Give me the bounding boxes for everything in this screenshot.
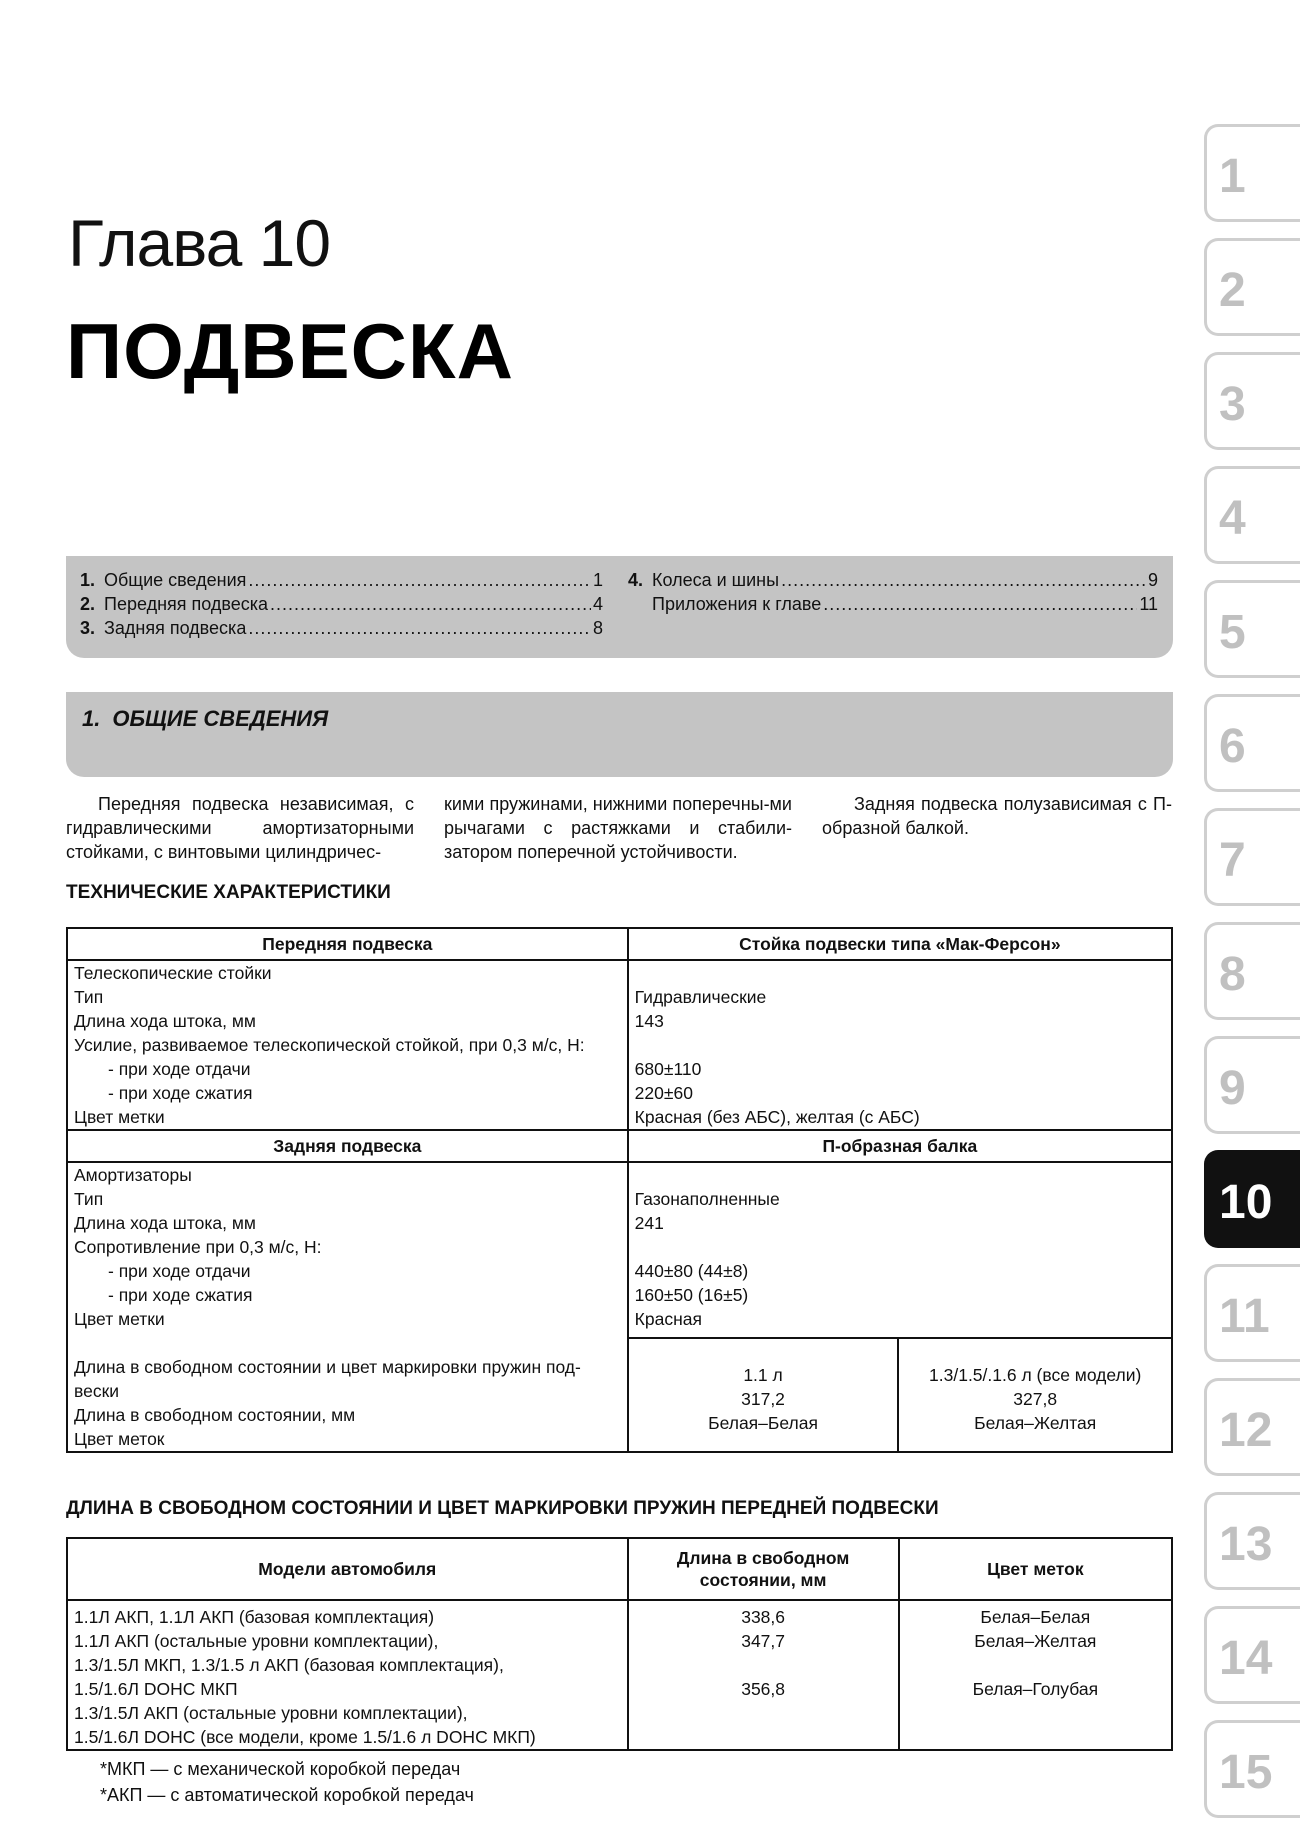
section-number: 1. (82, 706, 101, 731)
chapter-tab-4[interactable]: 4 (1204, 466, 1300, 564)
section-heading (66, 692, 1173, 777)
table-row (67, 1130, 1172, 1162)
chapter-tab-1[interactable]: 1 (1204, 124, 1300, 222)
table-row (67, 1538, 1172, 1600)
chapter-tab-15[interactable]: 15 (1204, 1720, 1300, 1818)
table-row (67, 960, 1172, 1130)
footnote-akp: *АКП — с автоматической коробкой передач (100, 1785, 474, 1805)
chapter-tab-14[interactable]: 14 (1204, 1606, 1300, 1704)
lengths-cell: 338,6 347,7 356,8 (628, 1600, 899, 1750)
table-row (67, 1162, 1172, 1338)
leader-dots (248, 618, 591, 639)
beam-type-header: П-образная балка (628, 1130, 1172, 1162)
leader-dots (823, 594, 1137, 615)
chapter-tab-6[interactable]: 6 (1204, 694, 1300, 792)
length-column-header: Длина в свободном состоянии, мм (628, 1538, 899, 1600)
chapter-title: ПОДВЕСКА (66, 307, 514, 395)
front-suspension-header: Передняя подвеска (67, 928, 628, 960)
chapter-label: Глава 10 (68, 206, 331, 280)
models-column-header: Модели автомобиля (67, 1538, 628, 1600)
chapter-tab-8[interactable]: 8 (1204, 922, 1300, 1020)
contents-item[interactable]: Приложения к главе ..... 11 (628, 594, 1158, 618)
contents-item[interactable]: 2. Передняя подвеска ..... 4 (80, 594, 603, 618)
contents-column-left (80, 570, 603, 642)
models-cell: 1.1Л АКП, 1.1Л АКП (базовая комплектация) 1.1Л АКП (остальные уровни комплектации), 1.3/1.5Л МКП, 1.3/1.5 л АКП (базовая комплектация), 1.5/1.6Л DOHC МКП 1.3/1.5Л АКП (остальные уровни комплектации), 1.5/1.6Л DOHC (все модели, кроме 1.5/1.6 л DOHC МКП) (67, 1600, 628, 1750)
leader-dots (270, 594, 591, 615)
table-row (67, 928, 1172, 960)
intro-text-column-3: Задняя подвеска полузависимая с П-образной балкой. (822, 794, 1172, 838)
chapter-tab-11[interactable]: 11 (1204, 1264, 1300, 1362)
color-column-header: Цвет меток (899, 1538, 1172, 1600)
chapter-tab-13[interactable]: 13 (1204, 1492, 1300, 1590)
rear-labels-cell: Амортизаторы Тип Длина хода штока, мм Сопротивление при 0,3 м/с, Н: - при ходе отдачи - при ходе сжатия Цвет метки Длина в свободном состоянии и цвет маркировки пружин под- вески Длина в свободном состоянии, мм Цвет меток (67, 1162, 628, 1452)
leader-dots (248, 570, 591, 591)
rear-values-cell: Газонаполненные 241 440±80 (44±8) 160±50 (16±5) Красная (628, 1162, 1172, 1338)
contents-item[interactable]: 3. Задняя подвеска ..... 8 (80, 618, 603, 642)
section-title: ОБЩИЕ СВЕДЕНИЯ (112, 706, 329, 731)
rear-spring-all-models-cell: 1.3/1.5/.1.6 л (все модели) 327,8 Белая–Желтая (898, 1338, 1172, 1452)
leader-dots (781, 570, 1146, 591)
chapter-tab-10[interactable]: 10 (1204, 1150, 1300, 1248)
chapter-tab-9[interactable]: 9 (1204, 1036, 1300, 1134)
intro-text-column-1: Передняя подвеска независимая, с гидравлическими амортизаторными стойками, с винтовыми цилиндричес- (66, 794, 414, 862)
chapter-tab-5[interactable]: 5 (1204, 580, 1300, 678)
chapter-contents (66, 556, 1173, 658)
springs-table (66, 1537, 1173, 1751)
rear-spring-1-1-cell: 1.1 л 317,2 Белая–Белая (628, 1338, 899, 1452)
specs-heading: ТЕХНИЧЕСКИЕ ХАРАКТЕРИСТИКИ (66, 882, 391, 903)
colors-cell: Белая–Белая Белая–Желтая Белая–Голубая (899, 1600, 1172, 1750)
contents-item[interactable]: 4. Колеса и шины ..... 9 (628, 570, 1158, 594)
chapter-tab-12[interactable]: 12 (1204, 1378, 1300, 1476)
footnotes (100, 1756, 474, 1808)
chapter-tab-2[interactable]: 2 (1204, 238, 1300, 336)
footnote-mkp: *МКП — с механической коробкой передач (100, 1759, 461, 1779)
strut-type-header: Стойка подвески типа «Мак-Ферсон» (628, 928, 1172, 960)
springs-heading: ДЛИНА В СВОБОДНОМ СОСТОЯНИИ И ЦВЕТ МАРКИРОВКИ ПРУЖИН ПЕРЕДНЕЙ ПОДВЕСКИ (66, 1498, 939, 1519)
intro-text-column-2: кими пружинами, нижними поперечны-ми рычагами с растяжками и стабили-затором поперечной устойчивости. (444, 794, 792, 862)
rear-suspension-header: Задняя подвеска (67, 1130, 628, 1162)
contents-column-right (628, 570, 1158, 618)
specs-table (66, 927, 1173, 1453)
front-labels-cell: Телескопические стойки Тип Длина хода штока, мм Усилие, развиваемое телескопической стойкой, при 0,3 м/с, Н: - при ходе отдачи - при ходе сжатия Цвет метки (67, 960, 628, 1130)
front-values-cell: Гидравлические 143 680±110 220±60 Красная (без АБС), желтая (с АБС) (628, 960, 1172, 1130)
table-row (67, 1600, 1172, 1750)
contents-item[interactable]: 1. Общие сведения ..... 1 (80, 570, 603, 594)
chapter-tab-3[interactable]: 3 (1204, 352, 1300, 450)
chapter-tab-7[interactable]: 7 (1204, 808, 1300, 906)
